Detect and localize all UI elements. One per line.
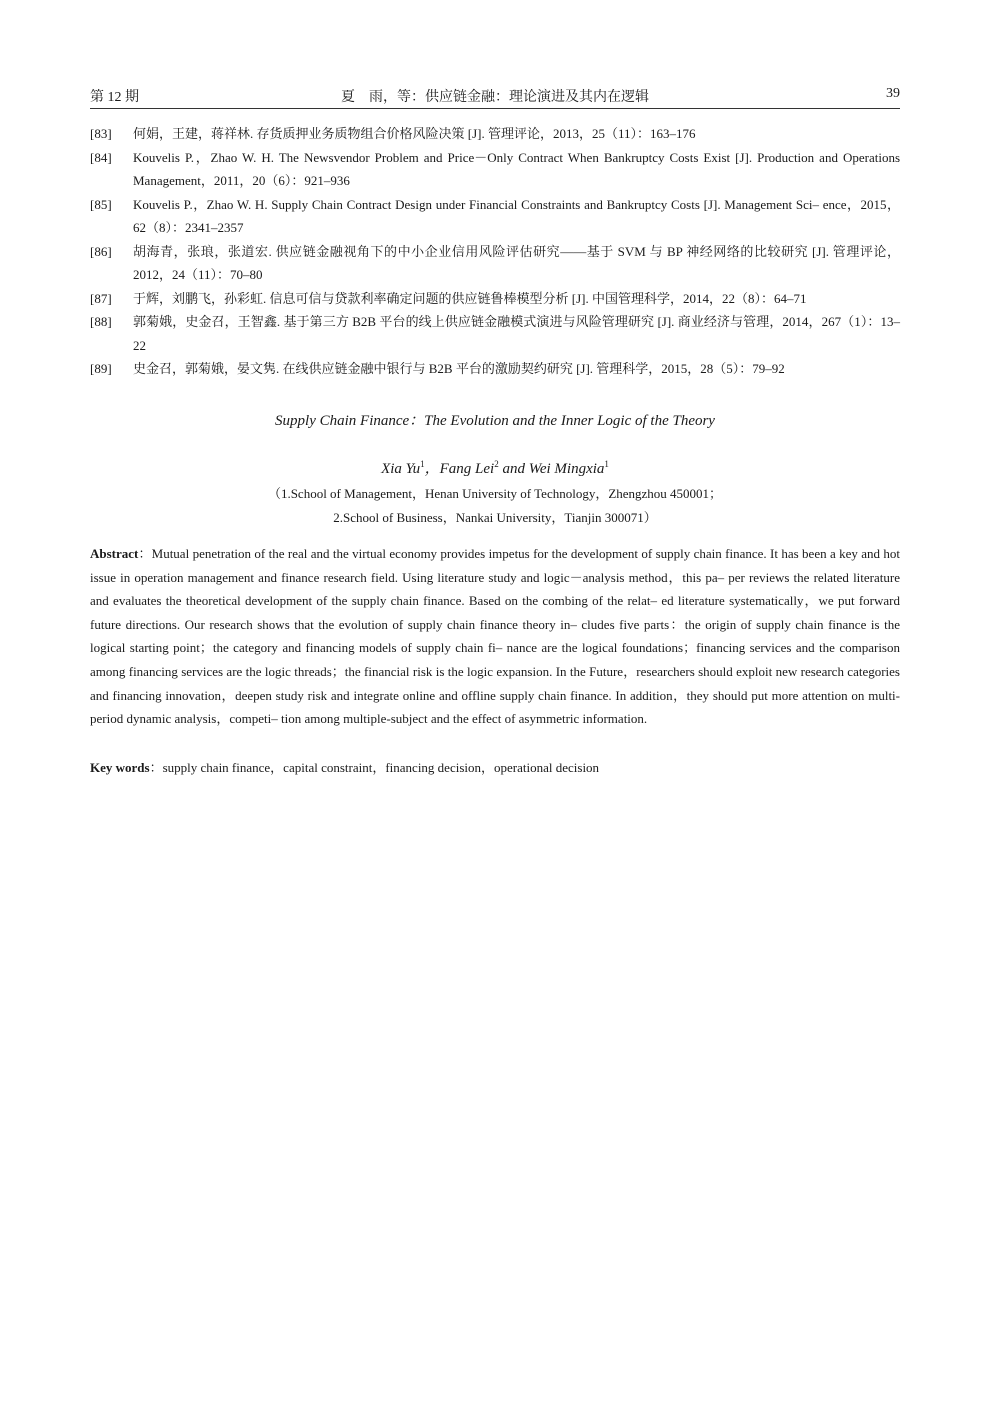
reference-item (90, 193, 900, 240)
reference-item (90, 146, 900, 193)
reference-text: 郭菊娥，史金召，王智鑫. 基于第三方 B2B 平台的线上供应链金融模式演进与风险管理研究 [J]. 商业经济与管理，2014，267（1）：13–22 (133, 314, 900, 353)
keywords-label: Key words (90, 760, 150, 775)
reference-item (90, 310, 900, 357)
reference-text: 何娟，王建，蒋祥林. 存货质押业务质物组合价格风险决策 [J]. 管理评论，2013，25（11）：163–176 (133, 126, 696, 141)
abstract-paragraph (90, 542, 900, 731)
affiliation-line: （1.School of Management，Henan University of Technology，Zhengzhou 450001； (267, 486, 723, 501)
reference-number: [89] (90, 361, 112, 376)
reference-text: 胡海青，张琅，张道宏. 供应链金融视角下的中小企业信用风险评估研究——基于 SVM 与 BP 神经网络的比较研究 [J]. 管理评论，2012，24（11）：70–80 (133, 243, 900, 282)
reference-number: [84] (90, 149, 112, 165)
reference-number: [87] (90, 290, 112, 306)
english-title-block (90, 408, 900, 530)
header-rule (90, 108, 900, 109)
reference-number: [83] (90, 126, 112, 141)
running-title: 夏 雨，等：供应链金融：理论演进及其内在逻辑 (341, 90, 649, 105)
author-affiliation-mark: 2 (494, 459, 499, 469)
reference-item (90, 240, 900, 287)
english-authors (90, 456, 900, 482)
author-name: Xia Yu (381, 461, 421, 477)
reference-text: 于辉，刘鹏飞，孙彩虹. 信息可信与贷款利率确定问题的供应链鲁棒模型分析 [J]. 中国管理科学，2014，22（8）：64–71 (133, 290, 807, 306)
author-affiliation-mark: 1 (420, 459, 425, 469)
keywords-text: supply chain finance，capital constraint，financing decision，operational decision (162, 760, 600, 775)
keywords-line (90, 756, 900, 780)
author-affiliation-mark: 1 (604, 459, 609, 469)
english-title: Supply Chain Finance：The Evolution and the Inner Logic of the Theory (275, 413, 715, 429)
running-header (90, 86, 900, 108)
issue-label: 第 12 期 (90, 90, 139, 105)
abstract-label-separator: ： (138, 546, 152, 561)
reference-number: [85] (90, 196, 112, 212)
reference-text: Kouvelis P.，Zhao W. H. Supply Chain Contract Design under Financial Constraints and Bankruptcy Costs [J]. Management Sci– ence，2015，62（8）：2341–2357 (133, 196, 900, 235)
page-number: 39 (886, 86, 900, 101)
reference-item (90, 357, 900, 381)
keywords-label-separator: ： (149, 760, 163, 775)
abstract-label: Abstract (90, 546, 139, 561)
reference-number: [86] (90, 243, 112, 259)
reference-number: [88] (90, 314, 112, 329)
affiliation-line: 2.School of Business，Nankai University，Tianjin 300071） (333, 510, 657, 525)
abstract-text: Mutual penetration of the real and the virtual economy provides impetus for the development of supply chain finance. It has been a key and hot issue in operation management and finance research field. Using literature study and logic－analysis method，this pa– per reviews the related literature and evaluates the theoretical development of the supply chain finance. Based on the combing of the relat– ed literature systematically，we put forward future directions. Our research shows that the evolution of supply chain finance theory in– cludes five parts：the origin of supply chain finance is the logical starting point；the category and financing models of supply chain fi– nance are the logical foundations；financing services and the comparison among financing services are the logic threads；the financial risk is the logic expansion. In the Future，researchers should exploit new research categories and financing innovation，deepen study risk and integrate online and offline supply chain finance. In addition，they should put more attention on multi-period dynamic analysis，competi– tion among multiple-subject and the effect of asymmetric information. (90, 546, 900, 727)
reference-text: Kouvelis P.，Zhao W. H. The Newsvendor Problem and Price－Only Contract When Bankruptcy Costs Exist [J]. Production and Operations Management，2011，20（6）：921–936 (133, 149, 900, 188)
reference-list (90, 122, 900, 381)
reference-item (90, 287, 900, 311)
author-name: Fang Lei (439, 461, 495, 477)
author-separator: ， (424, 461, 440, 477)
author-conjunction: and (498, 461, 529, 477)
reference-item (90, 122, 900, 146)
author-name: Wei Mingxia (528, 461, 605, 477)
reference-text: 史金召，郭菊娥，晏文隽. 在线供应链金融中银行与 B2B 平台的激励契约研究 [J]. 管理科学，2015，28（5）：79–92 (133, 361, 785, 376)
